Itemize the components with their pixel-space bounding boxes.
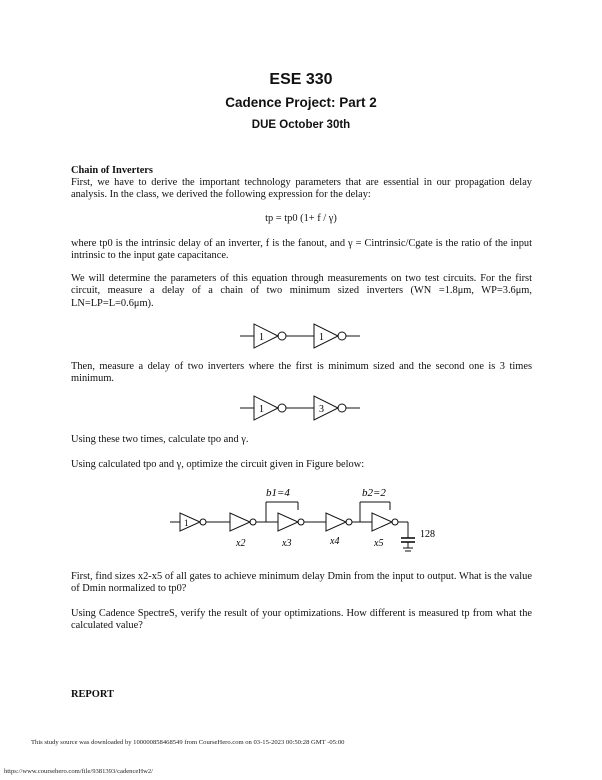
fig2-inv2-size: 3 xyxy=(319,404,324,415)
delay-equation xyxy=(0,213,602,224)
section-title: Chain of Inverters xyxy=(71,165,153,176)
calc-paragraph: Using these two times, calculate tpo and γ. xyxy=(71,434,249,445)
fig3-x2-label: x2 xyxy=(236,538,246,549)
intro-paragraph: First, we have to derive the important technology parameters that are essential in our propagation delay analysis. In the class, we derived the following expression for the delay: xyxy=(71,177,532,201)
due-date: DUE October 30th xyxy=(251,119,351,131)
fig3-load-label: 128 xyxy=(420,529,435,540)
fig2-inv1-size: 1 xyxy=(259,404,264,415)
project-subtitle: Cadence Project: Part 2 xyxy=(225,95,377,110)
url-footer[interactable]: https://www.coursehero.com/file/9381393/cadenceHw2/ xyxy=(4,768,153,775)
figure-min-and-3x-inverters xyxy=(230,390,370,426)
fig3-x4-label: x4 xyxy=(330,536,340,547)
fig1-inv1-size: 1 xyxy=(259,332,264,343)
find-sizes-paragraph: First, find sizes x2-x5 of all gates to achieve minimum delay Dmin from the input to output. What is the value of Dmin normalized to tp0? xyxy=(71,571,532,595)
report-heading: REPORT xyxy=(71,689,114,700)
fig1-inv2-size: 1 xyxy=(319,332,324,343)
fig3-b2-label: b2=2 xyxy=(362,487,386,499)
delay-equation-text: tp = tp0 (1+ f / γ) xyxy=(265,213,337,224)
measure-paragraph: We will determine the parameters of this equation through measurements on two test circuits. For the first circuit, measure a delay of a chain of two minimum sized inverters (WN =1.8μm, WP=3.6μm, LN=LP=L=0.6μm). xyxy=(71,273,532,309)
source-footer: This study source was downloaded by 100000858468549 from CourseHero.com on 03-15-2023 00:50:28 GMT -05:00 xyxy=(31,739,345,746)
fig3-x5-label: x5 xyxy=(374,538,384,549)
fig3-inv1-size: 1 xyxy=(184,518,189,528)
verify-paragraph: Using Cadence SpectreS, verify the result of your optimizations. How different is measured tp from what the calculated value? xyxy=(71,608,532,632)
figure-two-min-inverters xyxy=(230,318,370,354)
where-paragraph: where tp0 is the intrinsic delay of an inverter, f is the fanout, and γ = Cintrinsic/Cgate is the ratio of the input intrinsic to the input gate capacitance. xyxy=(71,238,532,262)
figure-optimization-chain xyxy=(168,480,448,560)
document-title: ESE 330 xyxy=(269,71,333,88)
then-paragraph: Then, measure a delay of two inverters where the first is minimum sized and the second one is 3 times minimum. xyxy=(71,361,532,385)
optimize-paragraph: Using calculated tpo and γ, optimize the circuit given in Figure below: xyxy=(71,459,365,470)
fig3-b1-label: b1=4 xyxy=(266,487,290,499)
fig3-x3-label: x3 xyxy=(282,538,292,549)
